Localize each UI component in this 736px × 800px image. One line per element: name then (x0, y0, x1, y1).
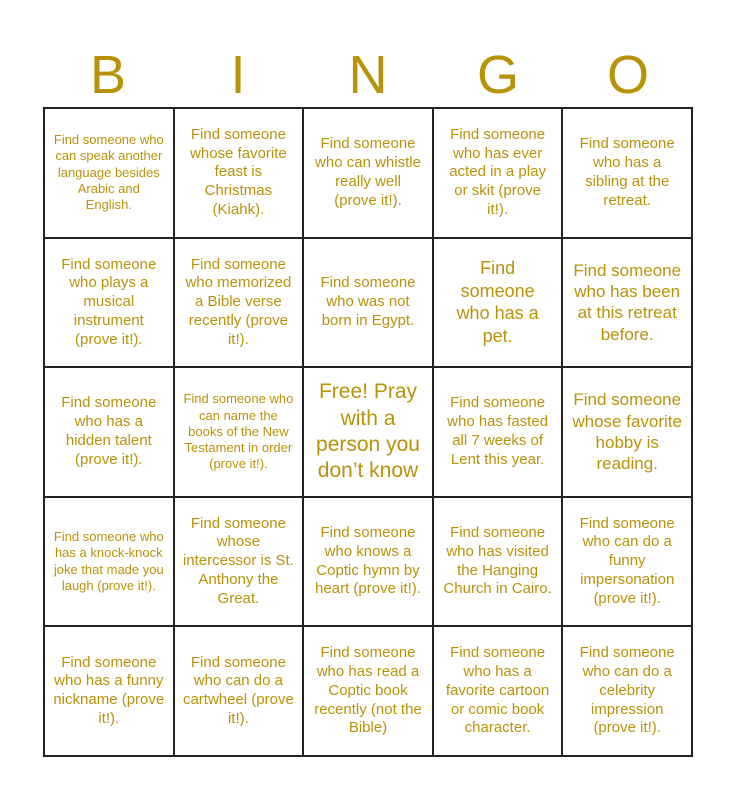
bingo-cell-7[interactable]: Find someone who memorized a Bible verse recently (prove it!). (174, 238, 304, 368)
bingo-cell-1[interactable]: Find someone who can speak another language besides Arabic and English. (44, 108, 174, 238)
bingo-cell-8[interactable]: Find someone who was not born in Egypt. (303, 238, 433, 368)
bingo-cell-17[interactable]: Find someone whose intercessor is St. Anthony the Great. (174, 497, 304, 627)
bingo-cell-21[interactable]: Find someone who has a funny nickname (prove it!). (44, 626, 174, 756)
header-letter-b: B (89, 45, 127, 105)
bingo-cell-25[interactable]: Find someone who can do a celebrity impression (prove it!). (562, 626, 692, 756)
bingo-cell-23[interactable]: Find someone who has read a Coptic book recently (not the Bible) (303, 626, 433, 756)
bingo-cell-24[interactable]: Find someone who has a favorite cartoon or comic book character. (433, 626, 563, 756)
bingo-cell-22[interactable]: Find someone who can do a cartwheel (prove it!). (174, 626, 304, 756)
bingo-cell-9[interactable]: Find someone who has a pet. (433, 238, 563, 368)
bingo-cell-19[interactable]: Find someone who has visited the Hanging Church in Cairo. (433, 497, 563, 627)
bingo-header (43, 42, 693, 108)
bingo-cell-3[interactable]: Find someone who can whistle really well (prove it!). (303, 108, 433, 238)
header-letter-o: O (606, 45, 649, 105)
bingo-cell-12[interactable]: Find someone who can name the books of the New Testament in order (prove it!). (174, 367, 304, 497)
bingo-cell-16[interactable]: Find someone who has a knock-knock joke that made you laugh (prove it!). (44, 497, 174, 627)
header-letter-g: G (476, 45, 519, 105)
bingo-cell-15[interactable]: Find someone whose favorite hobby is reading. (562, 367, 692, 497)
bingo-cell-11[interactable]: Find someone who has a hidden talent (prove it!). (44, 367, 174, 497)
bingo-cell-14[interactable]: Find someone who has fasted all 7 weeks of Lent this year. (433, 367, 563, 497)
bingo-cell-20[interactable]: Find someone who can do a funny impersonation (prove it!). (562, 497, 692, 627)
bingo-free-space[interactable]: Free! Pray with a person you don’t know (303, 367, 433, 497)
bingo-cell-4[interactable]: Find someone who has ever acted in a play or skit (prove it!). (433, 108, 563, 238)
bingo-grid (43, 107, 693, 757)
bingo-cell-2[interactable]: Find someone whose favorite feast is Christmas (Kiahk). (174, 108, 304, 238)
header-letter-n: N (348, 45, 388, 105)
bingo-cell-18[interactable]: Find someone who knows a Coptic hymn by heart (prove it!). (303, 497, 433, 627)
bingo-cell-6[interactable]: Find someone who plays a musical instrument (prove it!). (44, 238, 174, 368)
bingo-cell-5[interactable]: Find someone who has a sibling at the retreat. (562, 108, 692, 238)
bingo-cell-10[interactable]: Find someone who has been at this retreat before. (562, 238, 692, 368)
header-letter-i: I (230, 45, 246, 105)
